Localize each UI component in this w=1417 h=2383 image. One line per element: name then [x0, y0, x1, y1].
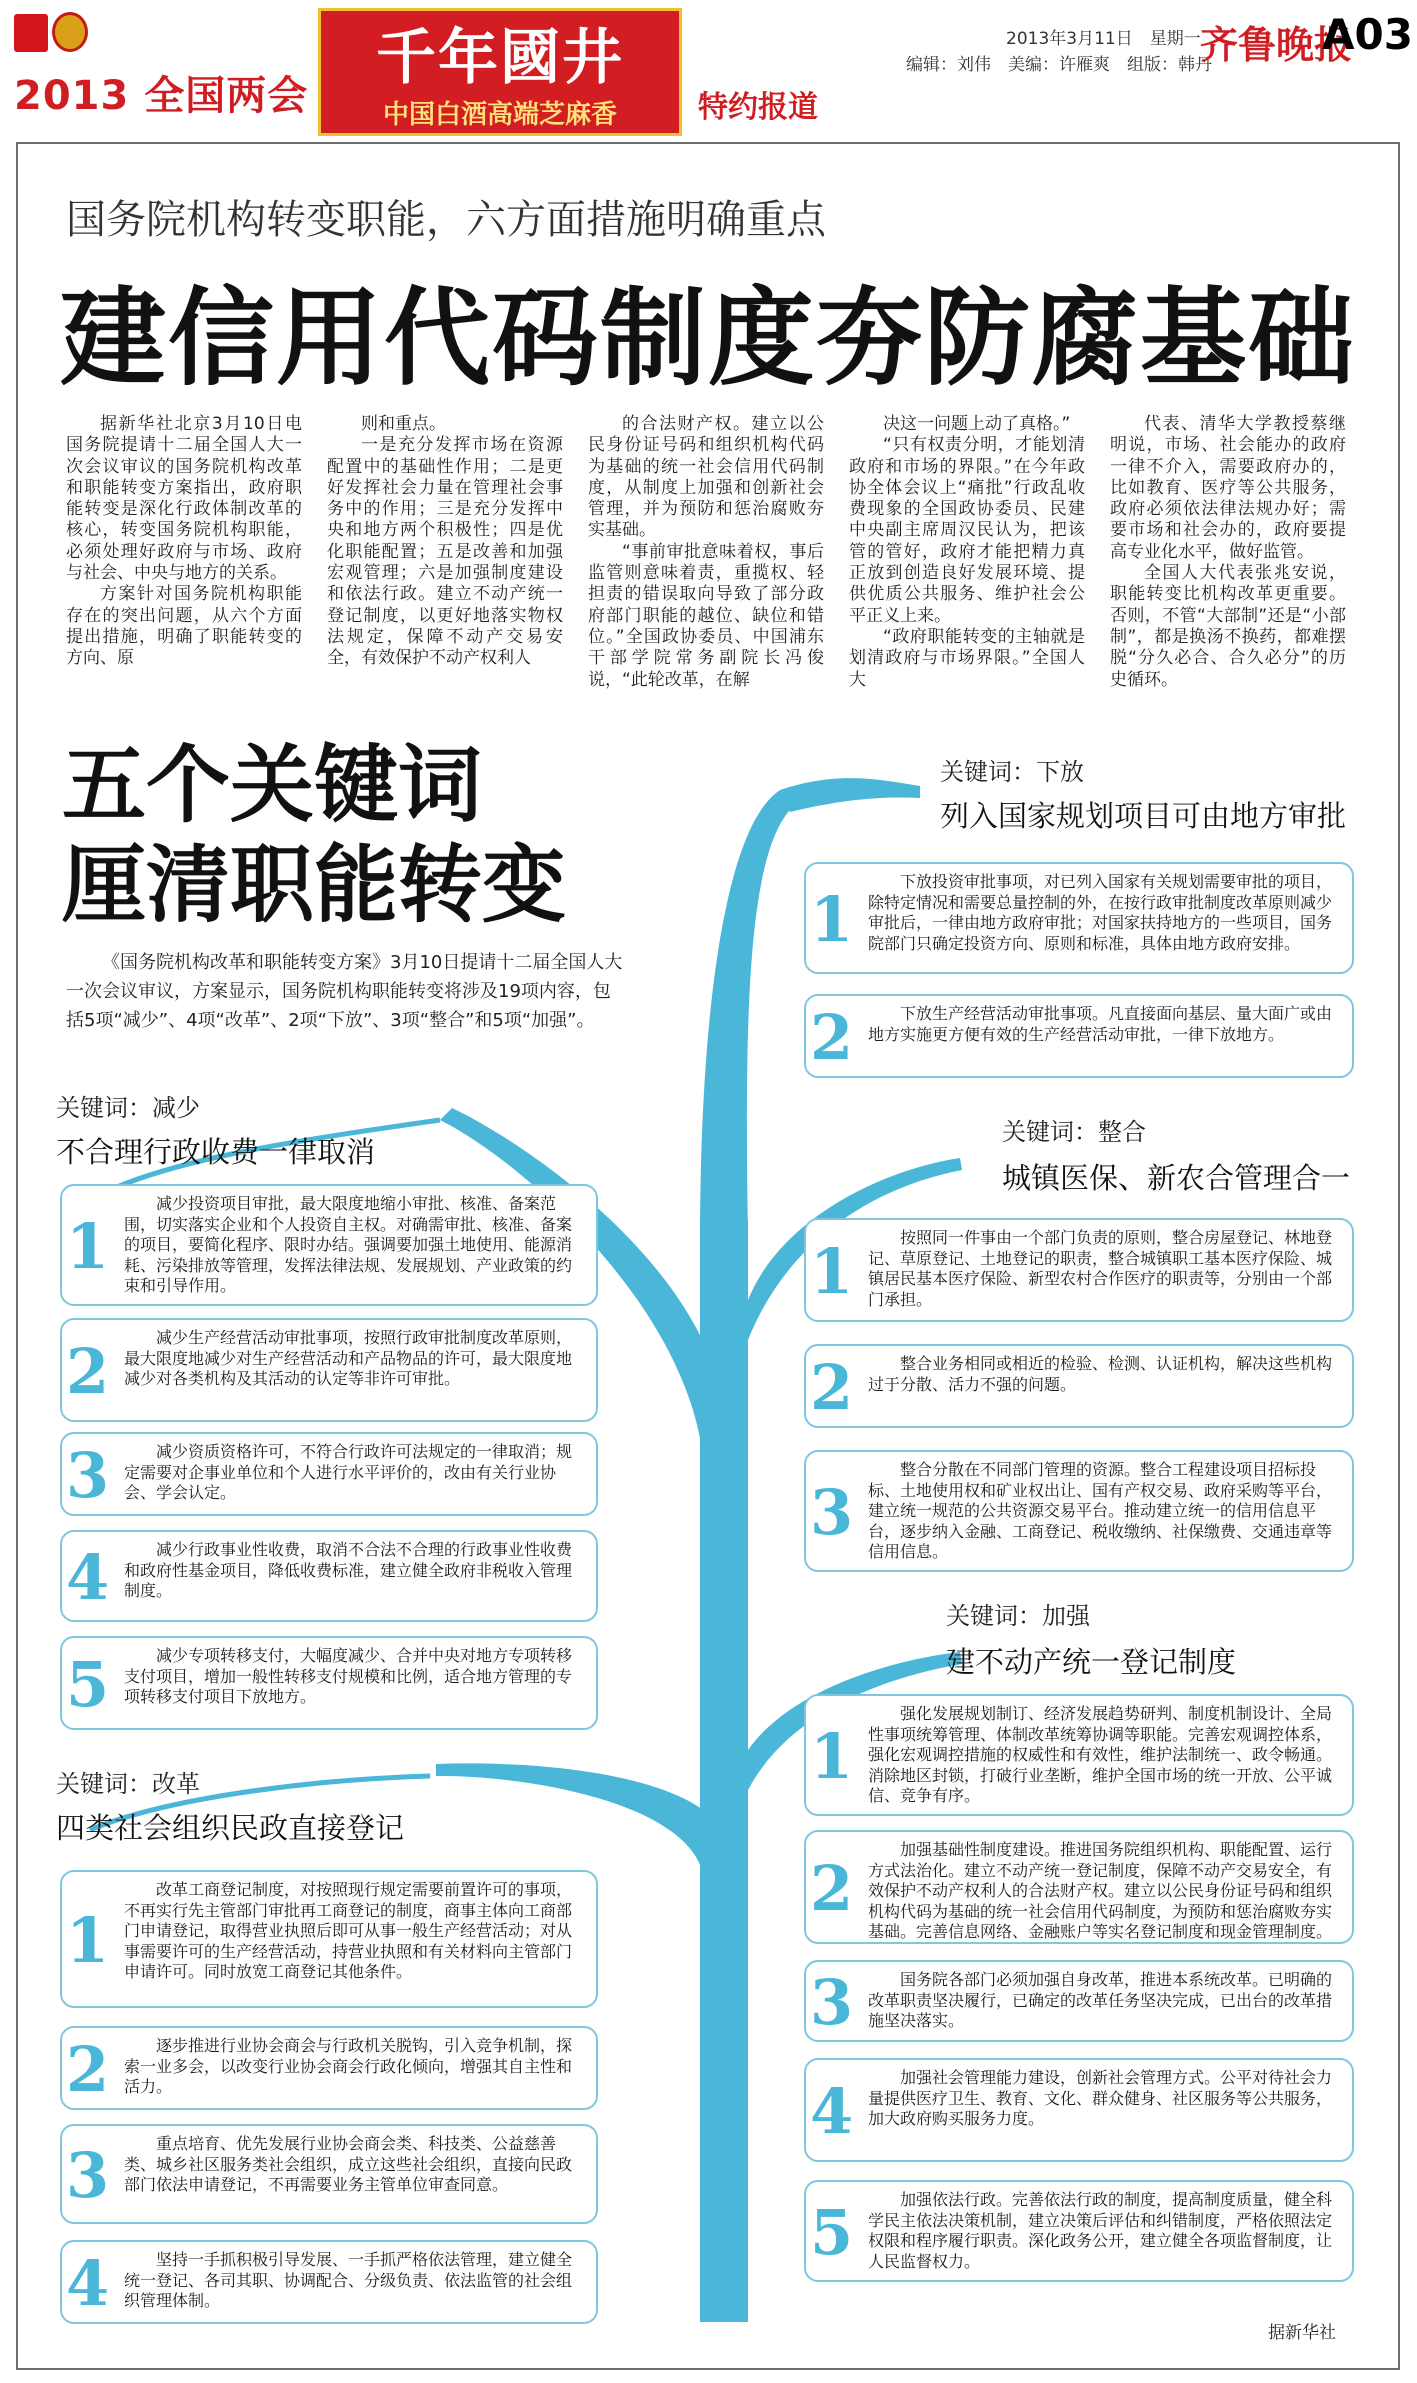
keyword-item-card: [60, 1184, 598, 1306]
item-text: 强化发展规划制订、经济发展趋势研判、制度机制设计、全局性事项统筹管理、体制改革统筹协调等职能。完善宏观调控体系，强化宏观调控措施的权威性和有效性，维护法制统一、政令畅通。消除地区封锁，打破行业垄断，维护全国市场的统一开放、公平诚信、竞争有序。: [868, 1704, 1333, 1805]
keyword-item-card: [804, 1450, 1354, 1572]
article-paragraph: 则和重点。: [361, 414, 446, 434]
special-report-label: 特约报道: [698, 90, 818, 125]
article-paragraph: 方案针对国务院机构职能存在的突出问题，从六个方面提出措施，明确了职能转变的方向、原: [66, 584, 302, 669]
item-text: 加强依法行政。完善依法行政的制度，提高制度质量，健全科学民主依法决策机制，建立决策后评估和纠错制度，严格依照法定权限和程序履行职责。深化政务公开，建立健全各项监督制度，让人民监督权力。: [868, 2190, 1333, 2271]
item-number: 1: [810, 1235, 854, 1308]
item-text: 国务院各部门必须加强自身改革，推进本系统改革。已明确的改革职责坚决履行，已确定的改革任务坚决完成，已出台的改革措施坚决落实。: [868, 1970, 1333, 2030]
item-text: 改革工商登记制度，对按照现行规定需要前置许可的事项，不再实行先主管部门审批再工商登记的制度，商事主体向工商部门申请登记，取得营业执照后即可从事一般生产经营活动；对从事需要许可的生产经营活动，持营业执照和有关材料向主管部门申请许可。同时放宽工商登记其他条件。: [124, 1880, 573, 1981]
item-text: 逐步推进行业协会商会与行政机关脱钩，引入竞争机制，探索一业多会，以改变行业协会商会行政化倾向，增强其自主性和活力。: [124, 2036, 573, 2096]
issue-date: 2013年3月11日 星期一: [1006, 29, 1201, 49]
item-text: 减少投资项目审批，最大限度地缩小审批、核准、备案范围，切实落实企业和个人投资自主权。对确需审批、核准、备案的项目，要简化程序、限时办结。强调要加强土地使用、能源消耗、污染排放等管理，发挥法律法规、发展规划、产业政策的约束和引导作用。: [124, 1194, 573, 1295]
item-number: 3: [66, 2139, 110, 2212]
item-number: 2: [66, 2033, 110, 2106]
keyword-item-card: [804, 1830, 1354, 1944]
item-text: 整合分散在不同部门管理的资源。整合工程建设项目招标投标、土地使用权和矿业权出让、国有产权交易、政府采购等平台，建立统一规范的公共资源交易平台。推动建立统一的信用信息平台，逐步纳入金融、工商登记、税收缴纳、社保缴费、交通违章等信用信息。: [868, 1460, 1333, 1561]
article-paragraph: 决这一问题上动了真格。”: [883, 414, 1071, 434]
keyword-item-card: [804, 2180, 1354, 2282]
article-paragraph: 据新华社北京3月10日电 国务院提请十二届全国人大一次会议审议的国务院机构改革和职能转变方案指出，政府职能转变是深化行政体制改革的核心，转变国务院机构职能，必须处理好政府与市场、政府与社会、中央与地方的关系。: [66, 414, 319, 584]
keyword-item-card: [60, 1870, 598, 2008]
item-text: 坚持一手抓积极引导发展、一手抓严格依法管理，建立健全统一登记、各司其职、协调配合、分级负责、依法监管的社会组织管理体制。: [124, 2250, 573, 2310]
keyword-label: 关键词：减少: [56, 1094, 200, 1122]
keyword-item-card: [60, 2026, 598, 2110]
keyword-item-card: [804, 1960, 1354, 2042]
item-number: 3: [810, 1476, 854, 1549]
item-number: 4: [66, 2247, 110, 2320]
keyword-item-card: [60, 2240, 598, 2324]
item-number: 4: [810, 2075, 854, 2148]
keyword-label: 关键词：下放: [940, 758, 1084, 786]
item-text: 减少专项转移支付，大幅度减少、合并中央对地方专项转移支付项目，增加一般性转移支付规模和比例，适合地方管理的专项转移支付项目下放地方。: [124, 1646, 573, 1706]
keyword-label: 关键词：整合: [1002, 1118, 1146, 1146]
article-deck: 国务院机构转变职能，六方面措施明确重点: [66, 197, 826, 243]
item-number: 1: [66, 1904, 110, 1977]
item-number: 2: [810, 1351, 854, 1424]
article-paragraph: 全国人大代表张兆安说，职能转变比机构改革更重要。否则，不管“大部制”还是“小部制”，都是换汤不换药，都难摆脱“分久必合、合久必分”的历史循环。: [1110, 563, 1346, 690]
item-number: 2: [810, 1001, 854, 1074]
tree-intro: 《国务院机构改革和职能转变方案》3月10日提请十二届全国人大一次会议审议，方案显示，国务院机构职能转变将涉及19项内容，包括5项“减少”、4项“改革”、2项“下放”、3项“整合”和5项“加强”。: [66, 952, 623, 1031]
keyword-item-card: [60, 2124, 598, 2224]
page-number: A03: [1322, 10, 1413, 59]
item-text: 减少资质资格许可，不符合行政许可法规定的一律取消；规定需要对企事业单位和个人进行水平评价的，改由有关行业协会、学会认定。: [124, 1442, 573, 1502]
keyword-item-card: [804, 862, 1354, 974]
article-paragraph: 代表、清华大学教授蔡继明说，市场、社会能办的政府一律不介入，需要政府办的，比如教育、医疗等公共服务，政府必须依法律法规办好；需要市场和社会办的，政府要提高专业化水平，做好监管。: [1110, 414, 1346, 562]
item-text: 加强社会管理能力建设，创新社会管理方式。公平对待社会力量提供医疗卫生、教育、文化、群众健身、社区服务等公共服务，加大政府购买服务力度。: [868, 2068, 1333, 2128]
keyword-item-card: [60, 1530, 598, 1622]
article-headline: 建信用代码制度夯防腐基础: [60, 277, 1356, 400]
keyword-item-card: [804, 1344, 1354, 1428]
item-text: 下放生产经营活动审批事项。凡直接面向基层、量大面广或由地方实施更方便有效的生产经营活动审批，一律下放地方。: [868, 1004, 1333, 1044]
item-number: 2: [810, 1852, 854, 1925]
item-number: 5: [66, 1648, 110, 1721]
keyword-item-card: [60, 1636, 598, 1730]
keyword-item-card: [804, 1218, 1354, 1322]
item-number: 1: [810, 1720, 854, 1793]
article-paragraph: 一是充分发挥市场在资源配置中的基础性作用；二是更好发挥社会力量在管理社会事务中的作用；三是充分发挥中央和地方两个积极性；四是优化职能配置；五是改善和加强宏观管理；六是加强制度建设和依法行政。建立不动产统一登记制度，以更好地落实物权法规定，保障不动产交易安全，有效保护不动产权利人: [327, 435, 563, 669]
keyword-label: 关键词：加强: [946, 1602, 1090, 1630]
tree-title-line2: 厘清职能转变: [62, 836, 567, 934]
item-number: 2: [66, 1335, 110, 1408]
source-credit: 据新华社: [1268, 2323, 1336, 2343]
sponsor-slogan: 中国白酒高端芝麻香: [382, 100, 617, 130]
section-label: 2013 全国两会: [14, 73, 309, 119]
keyword-item-card: [804, 1694, 1354, 1816]
item-text: 减少行政事业性收费，取消不合法不合理的行政事业性收费和政府性基金项目，降低收费标准，建立健全政府非税收入管理制度。: [124, 1540, 573, 1600]
item-text: 加强基础性制度建设。推进国务院组织机构、职能配置、运行方式法治化。建立不动产统一登记制度，保障不动产交易安全，有效保护不动产权利人的合法财产权。建立以公民身份证号码和组织机构代码为基础的统一社会信用代码制度，为预防和惩治腐败夯实基础。完善信息网络、金融账户等实名登记制度和现金管理制度。: [868, 1840, 1333, 1941]
keyword-subtitle: 四类社会组织民政直接登记: [56, 1811, 405, 1845]
item-number: 3: [66, 1439, 110, 1512]
keyword-subtitle: 列入国家规划项目可由地方审批: [940, 799, 1347, 833]
item-text: 减少生产经营活动审批事项，按照行政审批制度改革原则，最大限度地减少对生产经营活动和产品物品的许可，最大限度地减少对各类机构及其活动的认定等非许可审批。: [124, 1328, 573, 1388]
keyword-label: 关键词：改革: [56, 1770, 200, 1798]
editor-credits: 编辑：刘伟 美编：许雁爽 组版：韩丹: [906, 55, 1212, 75]
item-number: 5: [810, 2196, 854, 2269]
item-text: 按照同一件事由一个部门负责的原则，整合房屋登记、林地登记、草原登记、土地登记的职责，整合城镇职工基本医疗保险、城镇居民基本医疗保险、新型农村合作医疗的职责等，分别由一个部门承担。: [868, 1228, 1333, 1309]
article-paragraph: “事前审批意味着权，事后监管则意味着责，重揽权、轻担责的错误取向导致了部分政府部门职能的越位、缺位和错位。”全国政协委员、中国浦东干部学院常务副院长冯俊说，“此轮改革，在解: [588, 541, 824, 690]
item-text: 整合业务相同或相近的检验、检测、认证机构，解决这些机构过于分散、活力不强的问题。: [868, 1354, 1333, 1394]
item-number: 3: [810, 1966, 854, 2039]
item-number: 1: [66, 1210, 110, 1283]
item-text: 下放投资审批事项，对已列入国家有关规划需要审批的项目，除特定情况和需要总量控制的外，在按行政审批制度改革原则减少审批后，一律由地方政府审批；对国家扶持地方的一些项目，国务院部门只确定投资方向、原则和标准，具体由地方政府安排。: [868, 872, 1333, 953]
article-paragraph: “政府职能转变的主轴就是划清政府与市场界限。”全国人大: [849, 626, 1085, 690]
newspaper-name: 齐鲁晚报: [1200, 22, 1353, 67]
keyword-item-card: [60, 1318, 598, 1422]
tree-title-line1: 五个关键词: [62, 736, 483, 834]
keyword-item-card: [804, 994, 1354, 1078]
keyword-subtitle: 建不动产统一登记制度: [946, 1645, 1237, 1679]
article-paragraph: 的合法财产权。建立以公民身份证号码和组织机构代码为基础的统一社会信用代码制度，从制度上加强和创新社会管理，并为预防和惩治腐败夯实基础。: [588, 414, 824, 541]
sponsor-name: 千年國井: [376, 23, 624, 93]
item-number: 4: [66, 1541, 110, 1614]
keyword-item-card: [804, 2058, 1354, 2162]
keyword-subtitle: 城镇医保、新农合管理合一: [1002, 1161, 1351, 1195]
keyword-subtitle: 不合理行政收费一律取消: [56, 1135, 376, 1169]
keyword-item-card: [60, 1432, 598, 1516]
article-paragraph: “只有权责分明，才能划清政府和市场的界限。”在今年政协全体会议上“痛批”行政乱收费现象的全国政协委员、民建中央副主席周汉民认为，把该管的管好，政府才能把精力真正放到创造良好发展环境、提供优质公共服务、维护社会公平正义上来。: [849, 435, 1085, 626]
item-number: 1: [810, 883, 854, 956]
item-text: 重点培育、优先发展行业协会商会类、科技类、公益慈善类、城乡社区服务类社会组织，成立这些社会组织，直接向民政部门依法申请登记，不再需要业务主管单位审查同意。: [124, 2134, 573, 2194]
